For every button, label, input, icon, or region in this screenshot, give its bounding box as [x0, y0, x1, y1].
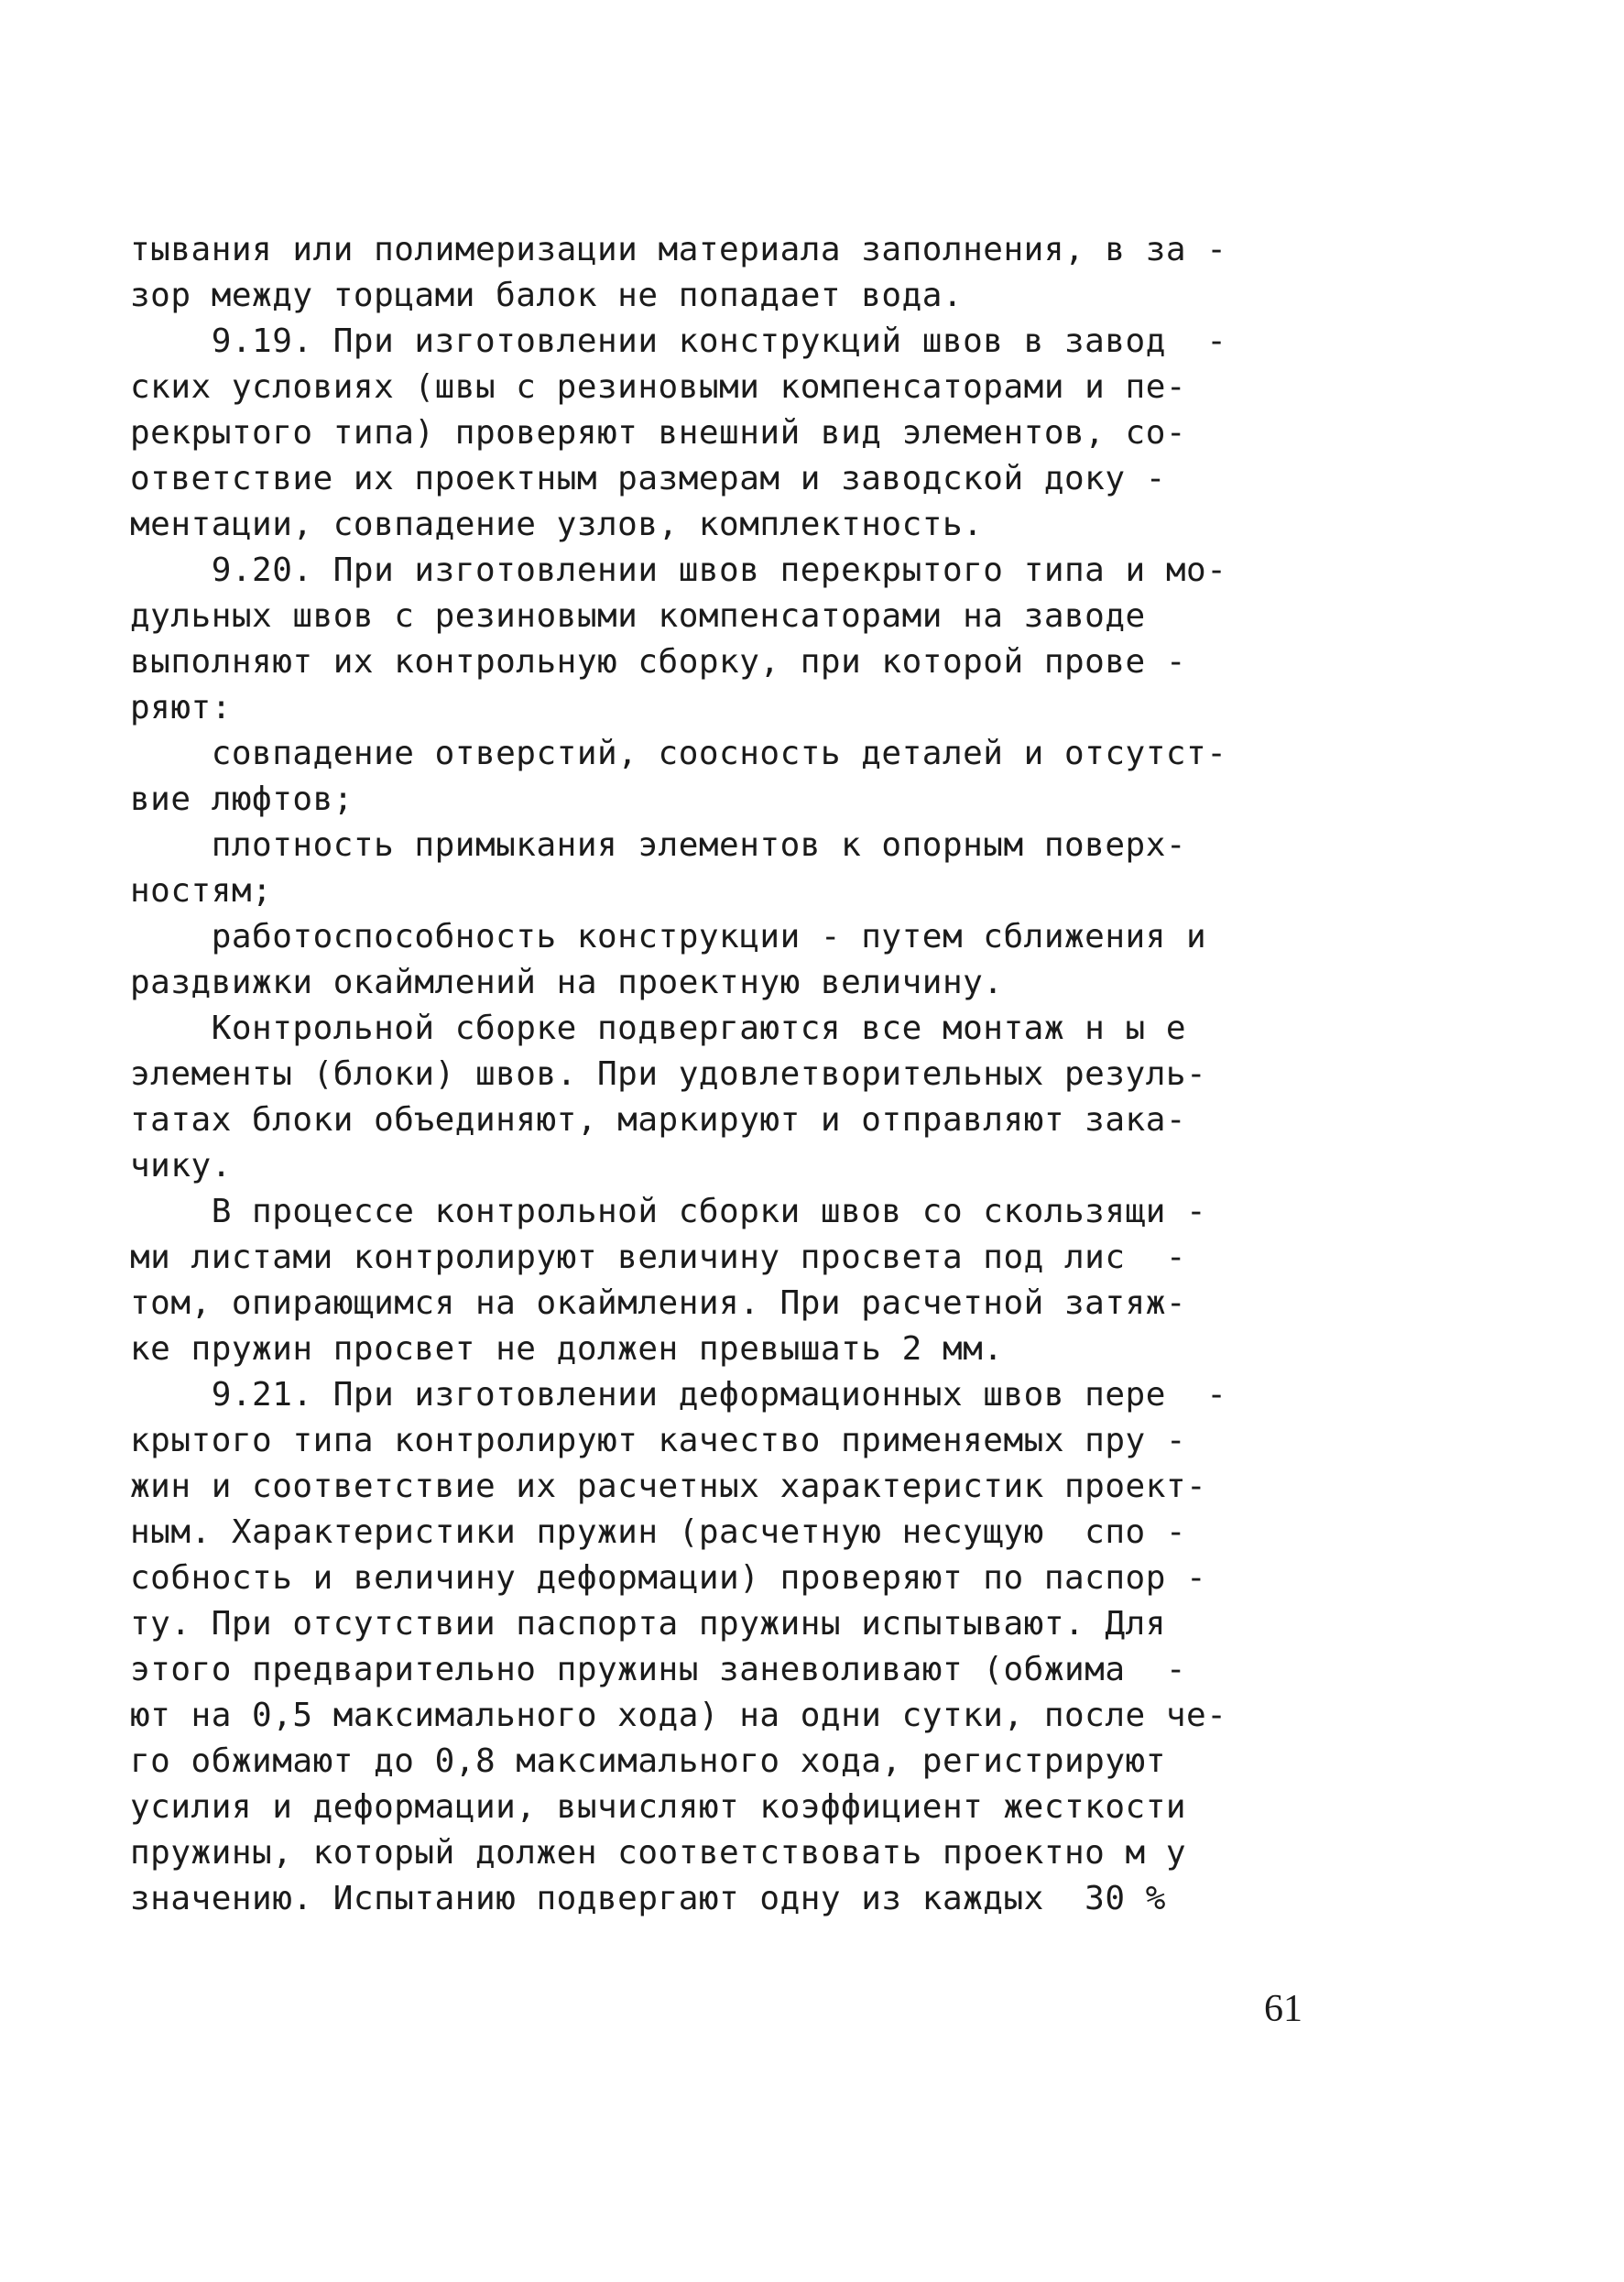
text-line: совпадение отверстий, соосность деталей и отсутст-	[130, 735, 1227, 772]
text-line: ментации, совпадение узлов, комплектность.	[130, 506, 984, 543]
text-line: ным. Характеристики пружин (расчетную несущую спо -	[130, 1513, 1187, 1551]
text-line: вие люфтов;	[130, 781, 354, 818]
text-line: элементы (блоки) швов. При удовлетворительных резуль-	[130, 1055, 1207, 1093]
body-text	[130, 227, 1339, 1922]
text-line: усилия и деформации, вычисляют коэффициент жесткости	[130, 1788, 1187, 1826]
text-line: собность и величину деформации) проверяют по паспор -	[130, 1559, 1207, 1597]
text-line: ют на 0,5 максимального хода) на одни сутки, после че-	[130, 1697, 1227, 1734]
text-line: зор между торцами балок не попадает вода.	[130, 277, 964, 314]
text-line: работоспособность конструкции - путем сближения и	[130, 918, 1207, 955]
text-line: пружины, который должен соответствовать проектно м у	[130, 1834, 1187, 1872]
text-line: го обжимают до 0,8 максимального хода, регистрируют	[130, 1742, 1166, 1780]
text-line: 9.21. При изготовлении деформационных швов пере -	[130, 1376, 1227, 1414]
text-line: Контрольной сборке подвергаются все монтаж н ы е	[130, 1010, 1187, 1047]
text-line: татах блоки объединяют, маркируют и отправляют зака-	[130, 1101, 1187, 1139]
text-line: ских условиях (швы с резиновыми компенсаторами и пе-	[130, 368, 1187, 406]
page-number: 61	[1264, 1988, 1302, 2030]
text-line: 9.20. При изготовлении швов перекрытого типа и мо-	[130, 551, 1227, 589]
text-line: ми листами контролируют величину просвета под лис -	[130, 1239, 1187, 1276]
text-line: значению. Испытанию подвергают одну из каждых 30 %	[130, 1880, 1166, 1917]
text-line: ке пружин просвет не должен превышать 2 мм.	[130, 1330, 1004, 1368]
text-line: 9.19. При изготовлении конструкций швов в завод -	[130, 322, 1227, 360]
text-line: крытого типа контролируют качество применяемых пру -	[130, 1422, 1187, 1459]
text-line: рекрытого типа) проверяют внешний вид элементов, со-	[130, 414, 1187, 452]
text-line: чику.	[130, 1147, 232, 1185]
text-line: ту. При отсутствии паспорта пружины испытывают. Для	[130, 1605, 1166, 1643]
text-line: ответствие их проектным размерам и заводской доку -	[130, 460, 1166, 497]
text-line: ностям;	[130, 872, 273, 910]
text-line: дульных швов с резиновыми компенсаторами на заводе	[130, 597, 1146, 635]
text-line: жин и соответствие их расчетных характеристик проект-	[130, 1468, 1207, 1505]
text-line: раздвижки окаймлений на проектную величину.	[130, 964, 1004, 1001]
text-line: этого предварительно пружины заневоливают (обжима -	[130, 1651, 1187, 1688]
text-line: ряют:	[130, 689, 232, 726]
text-line: том, опирающимся на окаймления. При расчетной затяж-	[130, 1284, 1187, 1322]
text-line: плотность примыкания элементов к опорным поверх-	[130, 826, 1187, 864]
text-line: В процессе контрольной сборки швов со скользящи -	[130, 1193, 1207, 1230]
text-line: выполняют их контрольную сборку, при которой прове -	[130, 643, 1187, 681]
text-line: тывания или полимеризации материала заполнения, в за -	[130, 231, 1227, 268]
